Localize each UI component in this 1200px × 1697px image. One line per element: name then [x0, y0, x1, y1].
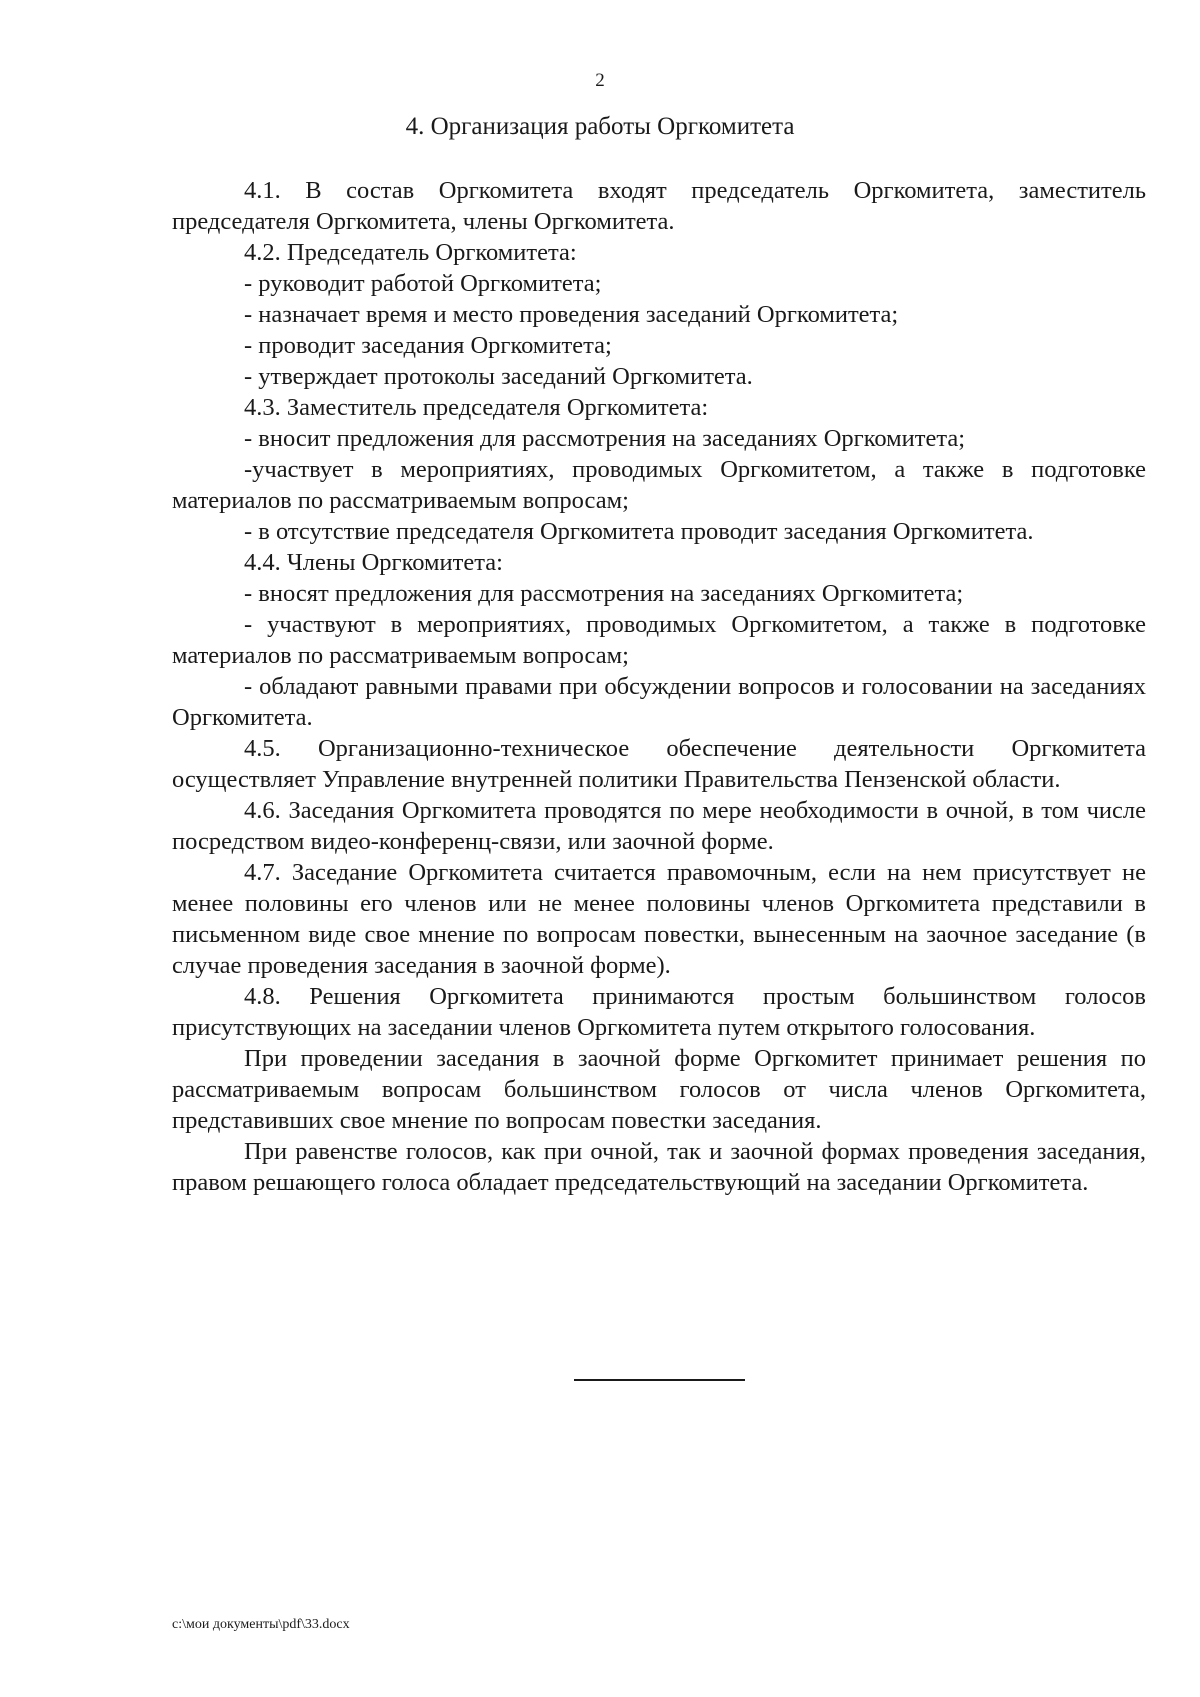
paragraph-4-1: 4.1. В состав Оргкомитета входят председатель Оргкомитета, заместитель председателя Оргкомитета, члены Оргкомитета.	[172, 177, 1146, 235]
paragraph-tie-vote: При равенстве голосов, как при очной, так и заочной формах проведения заседания, правом решающего голоса обладает председательствующий на заседании Оргкомитета.	[172, 1138, 1146, 1196]
paragraph-4-4: 4.4. Члены Оргкомитета:	[244, 549, 503, 576]
end-of-document-rule	[574, 1379, 745, 1381]
list-item: -участвует в мероприятиях, проводимых Оргкомитетом, а также в подготовке материалов по рассматриваемым вопросам;	[172, 456, 1146, 514]
list-item: - обладают равными правами при обсуждении вопросов и голосовании на заседаниях Оргкомитета.	[172, 673, 1146, 731]
paragraph-4-5: 4.5. Организационно-техническое обеспечение деятельности Оргкомитета осуществляет Управление внутренней политики Правительства Пензенской области.	[172, 735, 1146, 793]
list-item: - в отсутствие председателя Оргкомитета проводит заседания Оргкомитета.	[244, 518, 1034, 545]
paragraph-4-7: 4.7. Заседание Оргкомитета считается правомочным, если на нем присутствует не менее половины его членов или не менее половины членов Оргкомитета представили в письменном виде свое мнение по вопросам повестки, вынесенным на заочное заседание (в случае проведения заседания в заочной форме).	[172, 859, 1146, 979]
paragraph-4-6: 4.6. Заседания Оргкомитета проводятся по мере необходимости в очной, в том числе посредством видео-конференц-связи, или заочной форме.	[172, 797, 1146, 855]
section-title: 4. Организация работы Оргкомитета	[405, 113, 795, 140]
document-body	[172, 175, 1146, 1198]
list-item: - вносят предложения для рассмотрения на заседаниях Оргкомитета;	[244, 580, 964, 607]
paragraph-4-3: 4.3. Заместитель председателя Оргкомитета:	[244, 394, 709, 421]
paragraph-4-8: 4.8. Решения Оргкомитета принимаются простым большинством голосов присутствующих на заседании членов Оргкомитета путем открытого голосования.	[172, 983, 1146, 1041]
paragraph-4-2: 4.2. Председатель Оргкомитета:	[244, 239, 577, 266]
list-item: - проводит заседания Оргкомитета;	[244, 332, 612, 359]
footer-file-path: c:\мои документы\pdf\33.docx	[172, 1617, 350, 1632]
list-item: - назначает время и место проведения заседаний Оргкомитета;	[244, 301, 899, 328]
paragraph-absentee-voting: При проведении заседания в заочной форме Оргкомитет принимает решения по рассматриваемым вопросам большинством голосов от числа членов Оргкомитета, представивших свое мнение по вопросам повестки заседания.	[172, 1045, 1146, 1134]
list-item: - утверждает протоколы заседаний Оргкомитета.	[244, 363, 753, 390]
page-number: 2	[595, 70, 605, 91]
list-item: - руководит работой Оргкомитета;	[244, 270, 602, 297]
list-item: - вносит предложения для рассмотрения на заседаниях Оргкомитета;	[244, 425, 966, 452]
list-item: - участвуют в мероприятиях, проводимых Оргкомитетом, а также в подготовке материалов по рассматриваемым вопросам;	[172, 611, 1146, 669]
